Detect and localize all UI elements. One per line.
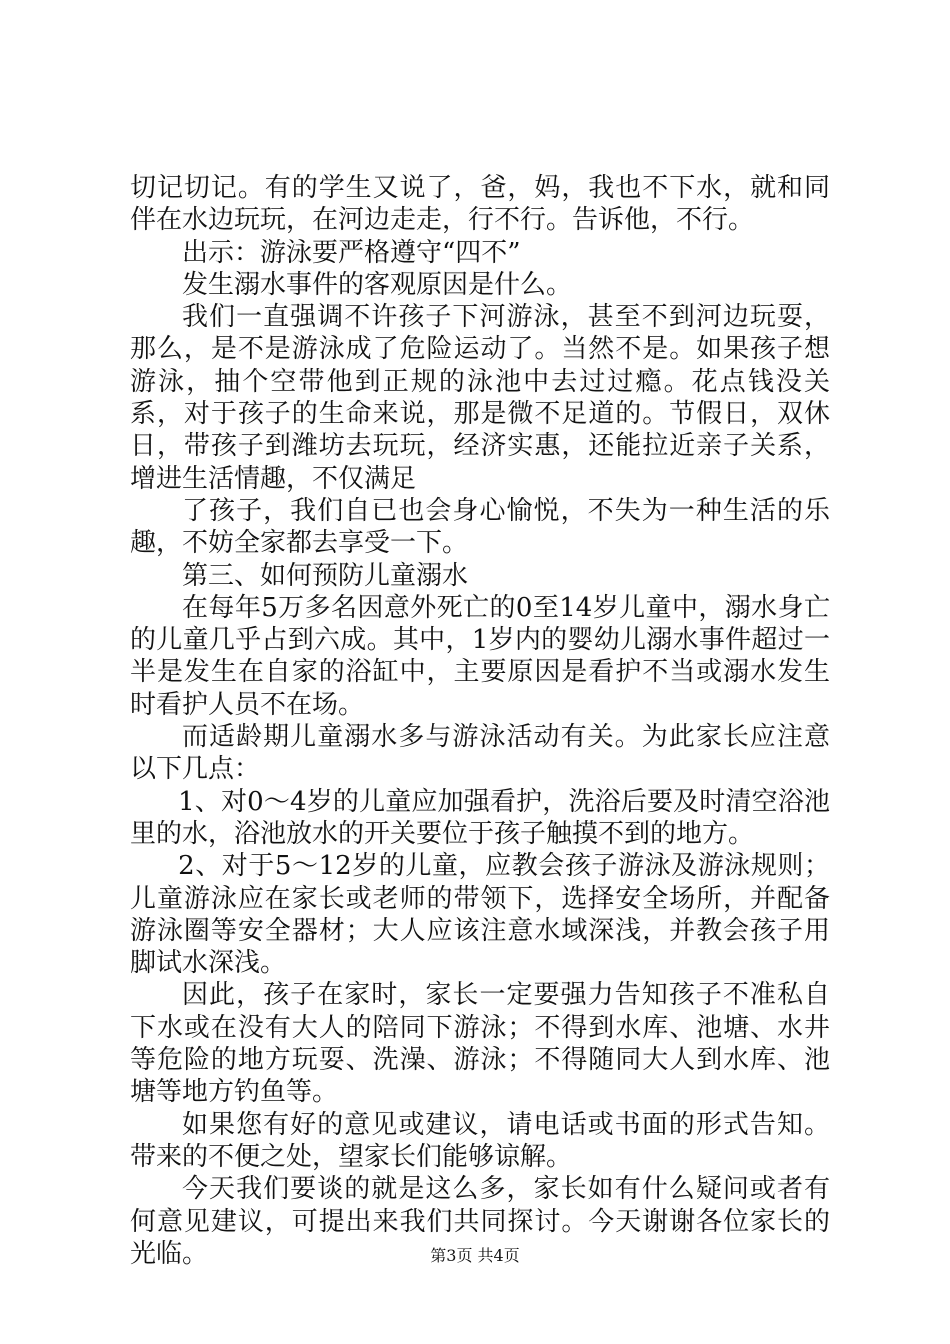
paragraph: 如果您有好的意见或建议，请电话或书面的形式告知。带来的不便之处，望家长们能够谅解。 (130, 1109, 830, 1172)
list-item: 1、对0～4岁的儿童应加强看护，洗浴后要及时清空浴池里的水，浴池放水的开关要位于孩子触摸不到的地方。 (130, 786, 830, 849)
paragraph: 了孩子，我们自已也会身心愉悦，不失为一种生活的乐趣，不妨全家都去享受一下。 (130, 495, 830, 559)
section-heading: 第三、如何预防儿童溺水 (182, 560, 469, 591)
paragraph: 在每年5万多名因意外死亡的0至14岁儿童中，溺水身亡的儿童几乎占到六成。其中，1岁内的婴幼儿溺水事件超过一半是发生在自家的浴缸中，主要原因是看护不当或溺水发生时看护人员不在场。 (130, 592, 830, 720)
paragraph: 而适龄期儿童溺水多与游泳活动有关。为此家长应注意以下几点： (130, 722, 830, 785)
paragraph: 切记切记。有的学生又说了，爸，妈，我也不下水，就和同伴在水边玩玩，在河边走走，行不行。告诉他，不行。 (130, 173, 830, 236)
page-number: 第3页 共4页 (430, 1246, 520, 1265)
paragraph: 因此，孩子在家时，家长一定要强力告知孩子不准私自下水或在没有大人的陪同下游泳；不得到水库、池塘、水井等危险的地方玩耍、洗澡、游泳；不得随同大人到水库、池塘等地方钓鱼等。 (130, 980, 830, 1108)
paragraph: 出示：游泳要严格遵守“四不” (182, 237, 521, 268)
paragraph: 今天我们要谈的就是这么多，家长如有什么疑问或者有何意见建议，可提出来我们共同探讨。今天谢谢各位家长的光临。 (130, 1174, 830, 1269)
document-body (130, 172, 830, 1270)
paragraph: 发生溺水事件的客观原因是什么。 (182, 269, 573, 300)
page-footer (0, 1243, 950, 1266)
paragraph: 我们一直强调不许孩子下河游泳，甚至不到河边玩耍，那么，是不是游泳成了危险运动了。当然不是。如果孩子想游泳，抽个空带他到正规的泳池中去过过瘾。花点钱没关系，对于孩子的生命来说，那是微不足道的。节假日，双休日，带孩子到潍坊去玩玩，经济实惠，还能拉近亲子关系，增进生活情趣，不仅满足 (130, 302, 830, 494)
list-item: 2、对于5～12岁的儿童，应教会孩子游泳及游泳规则；儿童游泳应在家长或老师的带领下，选择安全场所，并配备游泳圈等安全器材；大人应该注意水域深浅，并教会孩子用脚试水深浅。 (130, 851, 830, 979)
